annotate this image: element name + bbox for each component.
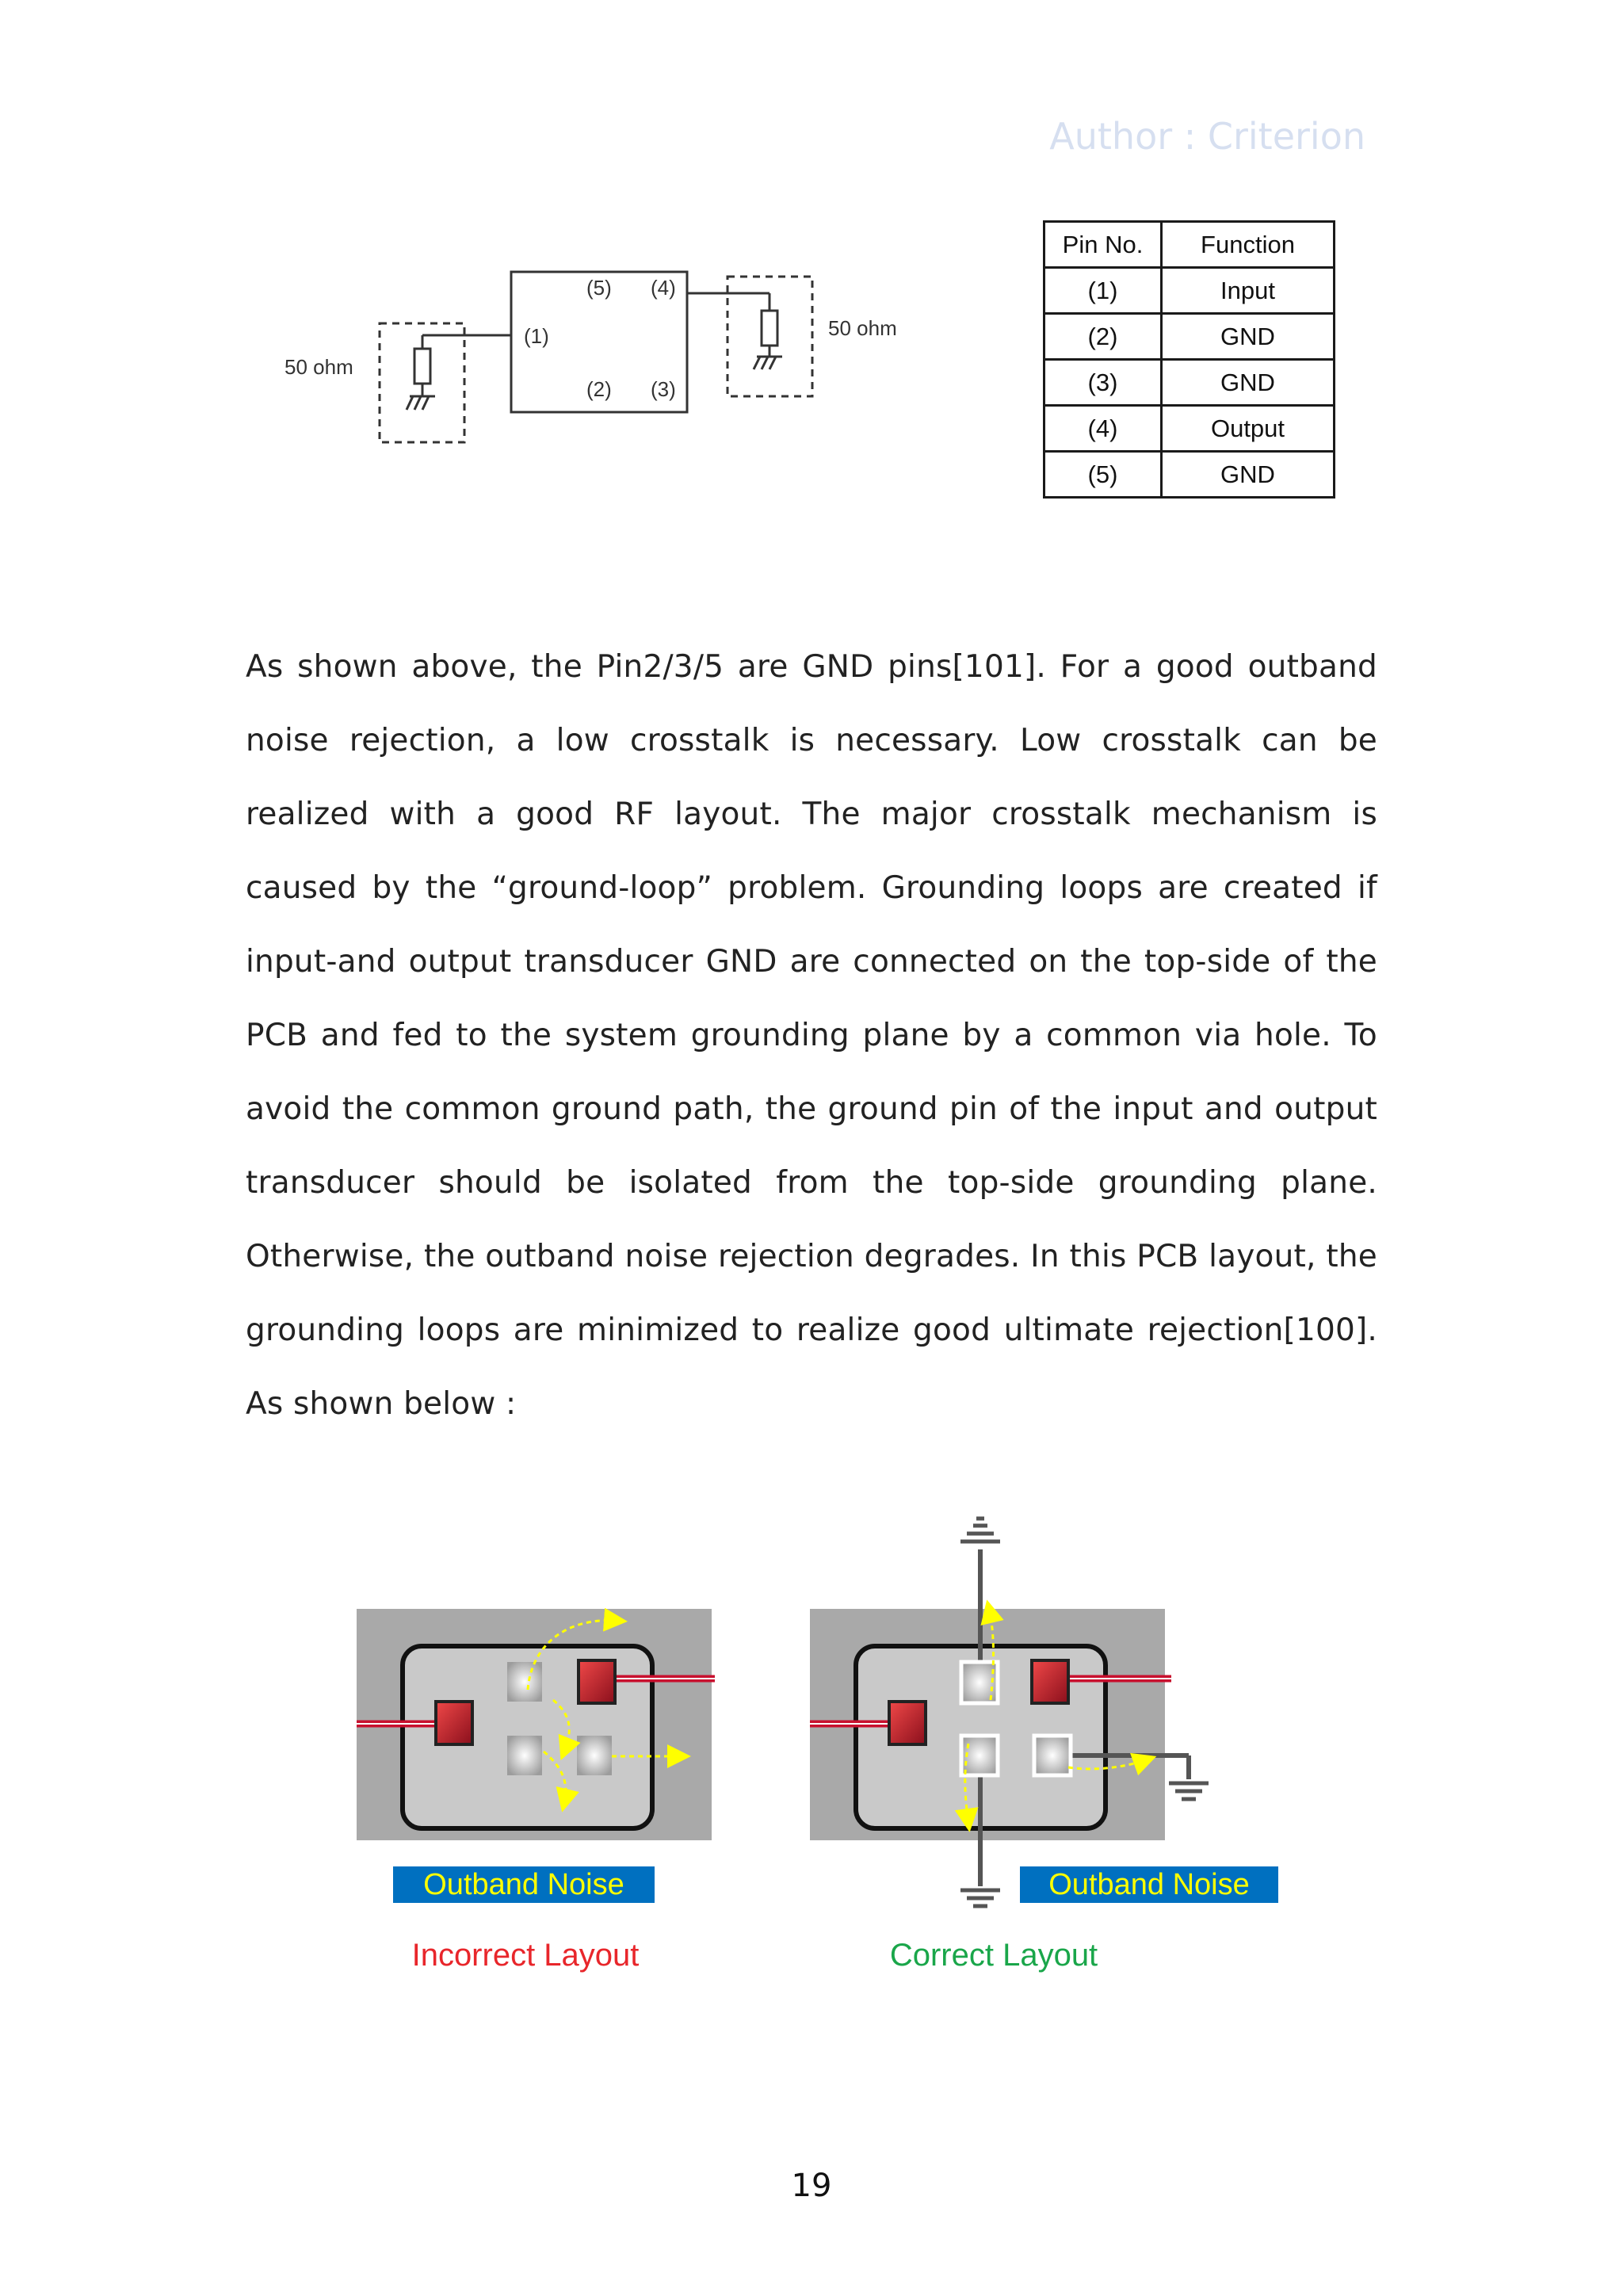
- table-row: [1044, 360, 1335, 406]
- table-header-row: [1044, 222, 1335, 268]
- left-resistor-icon: [414, 349, 430, 384]
- table-cell-function: Output: [1162, 406, 1335, 452]
- output-pad-icon: [579, 1660, 615, 1703]
- pin-3-label: (3): [651, 377, 676, 401]
- table-cell-pin: (3): [1044, 360, 1162, 406]
- table-cell-pin: (5): [1044, 452, 1162, 498]
- filter-schematic: [273, 254, 931, 460]
- pin-2-label: (2): [586, 377, 612, 401]
- table-cell-function: GND: [1162, 314, 1335, 360]
- pin-4-label: (4): [651, 276, 676, 300]
- ground-symbol-icon: [960, 1519, 1000, 1541]
- right-resistor-icon: [762, 311, 777, 346]
- outband-noise-label-right: Outband Noise: [1048, 1868, 1250, 1901]
- layout-comparison-figure: [277, 1490, 1323, 2013]
- correct-layout-caption: Correct Layout: [889, 1938, 1098, 1973]
- right-load-label: 50 ohm: [828, 316, 897, 340]
- ground-symbol-icon: [960, 1890, 1000, 1906]
- pin-1-label: (1): [524, 324, 549, 348]
- incorrect-layout-caption: Incorrect Layout: [411, 1938, 640, 1973]
- table-header-function: Function: [1162, 222, 1335, 268]
- table-row: [1044, 406, 1335, 452]
- ground-symbol-icon: [1169, 1783, 1209, 1799]
- incorrect-layout-diagram: [357, 1609, 715, 1973]
- author-watermark: Author : Criterion: [1049, 115, 1365, 158]
- table-cell-pin: (1): [1044, 268, 1162, 314]
- input-pad-icon: [436, 1702, 472, 1744]
- page-number: 19: [791, 2168, 832, 2204]
- left-load-label: 50 ohm: [285, 355, 353, 379]
- table-cell-function: Input: [1162, 268, 1335, 314]
- isolated-gnd-pad-icon: [1034, 1736, 1071, 1775]
- body-paragraph: As shown above, the Pin2/3/5 are GND pins[101]. For a good outband noise rejection, a low crosstalk is necessary. Low crosstalk can be realized with a good RF layout. The major crosstalk mechanism is caused by the “ground-loop” problem. Grounding loops are created if input-and output transducer GND are connected on the top-side of the PCB and fed to the system grounding plane by a common via hole. To avoid the common ground path, the ground pin of the input and output transducer should be isolated from the top-side grounding plane. Otherwise, the outband noise rejection degrades. In this PCB layout, the grounding loops are minimized to realize good ultimate rejection[100]. As shown below :: [246, 649, 1377, 1422]
- table-cell-function: GND: [1162, 452, 1335, 498]
- input-pad-icon: [889, 1702, 926, 1744]
- isolated-gnd-pad-icon: [961, 1662, 998, 1703]
- gnd-pad-icon: [577, 1736, 612, 1775]
- table-cell-pin: (4): [1044, 406, 1162, 452]
- table-header-pin: Pin No.: [1044, 222, 1162, 268]
- table-cell-function: GND: [1162, 360, 1335, 406]
- outband-noise-label-left: Outband Noise: [423, 1868, 624, 1901]
- pin-5-label: (5): [586, 276, 612, 300]
- gnd-pad-icon: [507, 1662, 542, 1702]
- correct-layout-diagram: [810, 1519, 1278, 1973]
- pin-function-table: [1043, 220, 1335, 499]
- table-row: [1044, 452, 1335, 498]
- table-row: [1044, 314, 1335, 360]
- gnd-pad-icon: [507, 1736, 542, 1775]
- output-pad-icon: [1032, 1660, 1068, 1703]
- table-cell-pin: (2): [1044, 314, 1162, 360]
- table-row: [1044, 268, 1335, 314]
